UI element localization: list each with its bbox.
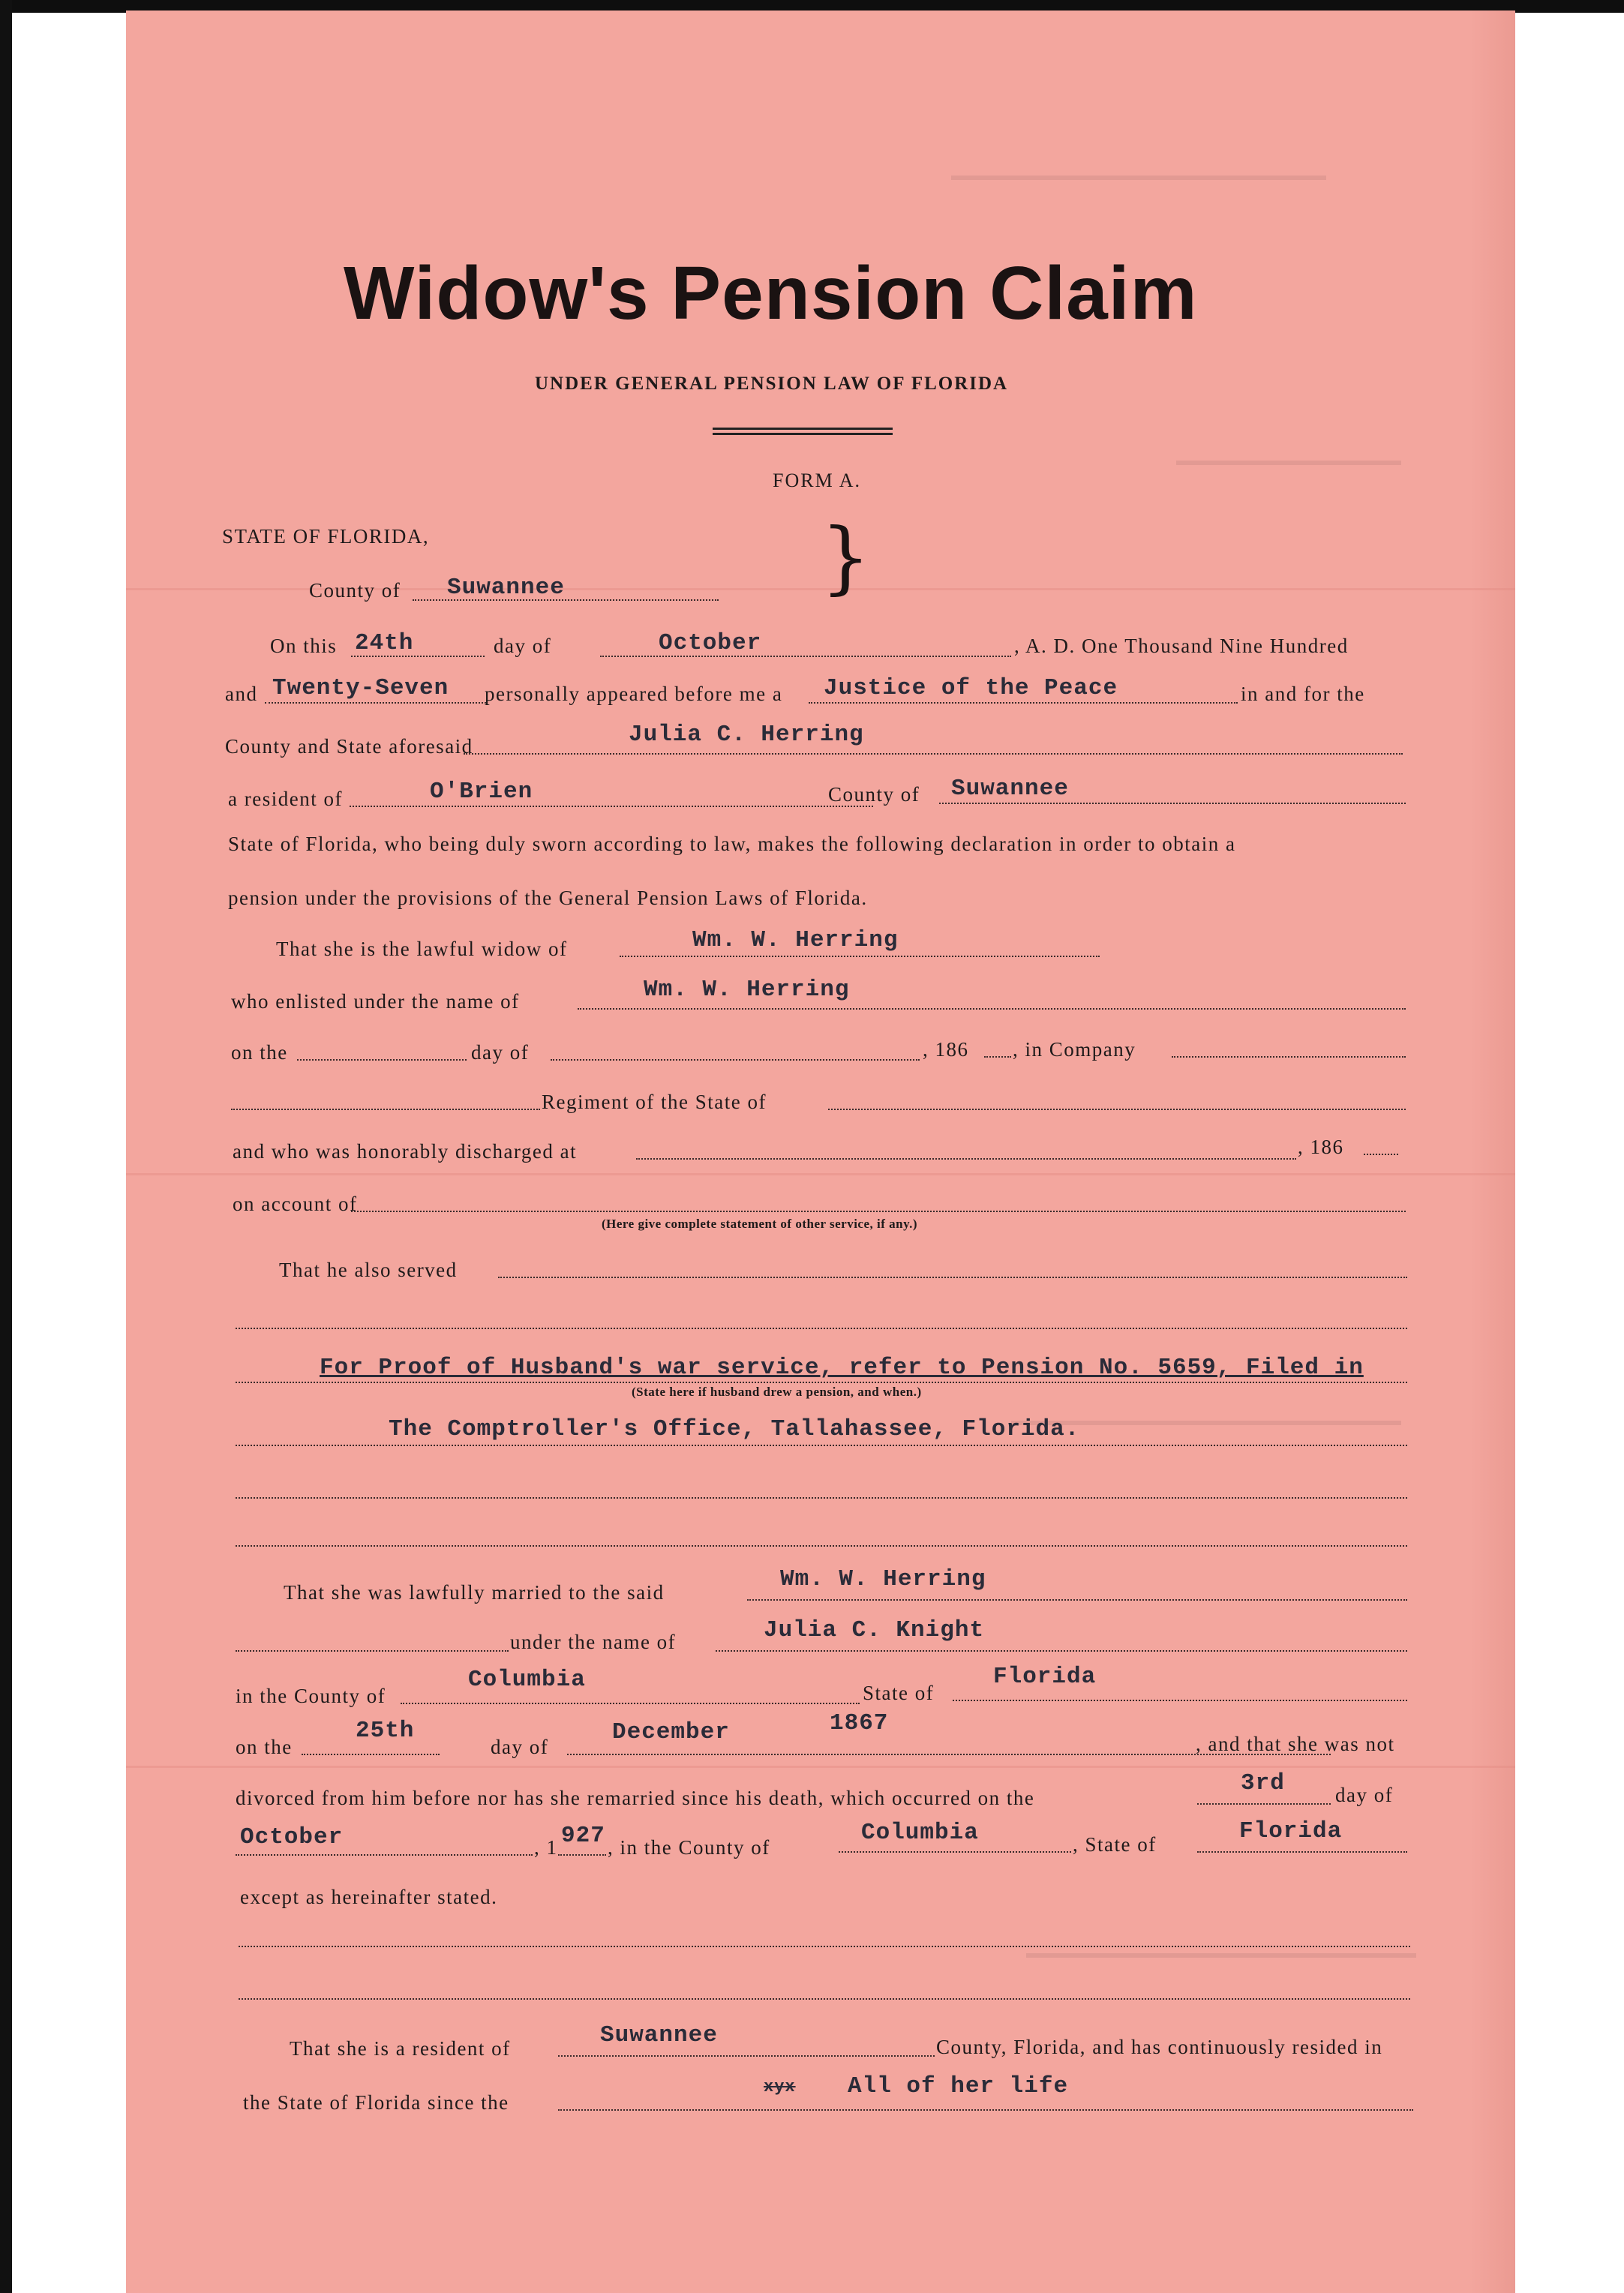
text: State of Florida, who being duly sworn according to law, makes the following declaration in order to obtain a <box>228 833 1236 855</box>
fill-line <box>1172 1056 1406 1058</box>
text: in the County of <box>236 1685 386 1707</box>
text: , in the County of <box>608 1836 770 1859</box>
text: day of <box>1335 1784 1394 1806</box>
text: , 186 <box>923 1038 969 1061</box>
text: day of <box>471 1041 530 1064</box>
text: , State of <box>1073 1833 1157 1856</box>
death-month-value: October <box>240 1824 344 1850</box>
fill-line <box>464 753 1403 755</box>
town-value: O'Brien <box>430 779 533 805</box>
day-value: 24th <box>355 630 414 656</box>
fill-line <box>231 1109 540 1110</box>
officer-value: Justice of the Peace <box>824 675 1118 701</box>
text: County of <box>828 783 920 806</box>
marriage-month-value: December <box>612 1719 730 1745</box>
marriage-state-value: Florida <box>993 1664 1097 1690</box>
death-year-value: 927 <box>561 1823 605 1849</box>
text: , 186 <box>1298 1136 1344 1158</box>
fill-line <box>236 1328 1407 1329</box>
death-day-value: 3rd <box>1241 1770 1285 1796</box>
fill-line <box>578 1008 1406 1010</box>
fill-line <box>1197 1851 1407 1853</box>
fill-line <box>839 1851 1071 1853</box>
text: day of <box>491 1736 549 1758</box>
text: and who was honorably discharged at <box>233 1140 578 1163</box>
text: State of <box>863 1682 935 1704</box>
text: County and State aforesaid <box>225 735 473 758</box>
fill-line <box>716 1650 1407 1652</box>
form-label: FORM A. <box>773 470 862 491</box>
fill-line <box>239 1998 1410 2000</box>
text: a resident of <box>228 788 343 810</box>
fill-line <box>236 1445 1407 1446</box>
text: the State of Florida since the <box>243 2091 509 2114</box>
text: That she is the lawful widow of <box>276 938 568 960</box>
text: , A. D. One Thousand Nine Hundred <box>1014 635 1349 657</box>
fill-line <box>351 1211 1406 1212</box>
marriage-year-value: 1867 <box>830 1710 889 1736</box>
text: divorced from him before nor has she remarried since his death, which occurred on the <box>236 1787 1035 1809</box>
death-county-value: Columbia <box>861 1820 979 1846</box>
county-value-2: Suwannee <box>951 776 1069 802</box>
fill-line <box>236 1854 533 1856</box>
title-rule <box>713 428 893 435</box>
bleed-through <box>951 176 1326 180</box>
residence-county-value: Suwannee <box>600 2022 718 2048</box>
page-title: Widow's Pension Claim <box>344 251 1198 335</box>
fill-line <box>1364 1154 1398 1155</box>
fill-line <box>236 1382 1407 1383</box>
fill-line <box>558 2055 935 2057</box>
fold-line <box>126 1173 1515 1175</box>
fill-line <box>558 2109 1413 2111</box>
fill-line <box>302 1754 440 1755</box>
fill-line <box>953 1700 1407 1701</box>
fill-line <box>809 702 1238 704</box>
text: pension under the provisions of the General Pension Laws of Florida. <box>228 887 868 909</box>
maiden-name-value: Julia C. Knight <box>764 1617 985 1643</box>
county-value: Suwannee <box>447 575 565 601</box>
instruction-note: (State here if husband drew a pension, and when.) <box>632 1385 922 1399</box>
month-value: October <box>659 630 762 656</box>
text: That she is a resident of <box>290 2037 511 2060</box>
enlisted-value: Wm. W. Herring <box>644 977 850 1003</box>
fill-line <box>1197 1803 1331 1805</box>
fill-line <box>297 1059 467 1061</box>
fill-line <box>984 1056 1011 1058</box>
fill-line <box>236 1650 509 1652</box>
fill-line <box>236 1545 1407 1547</box>
text: , and that she was not <box>1196 1733 1395 1755</box>
fill-line <box>551 1059 920 1061</box>
text: except as hereinafter stated. <box>240 1886 498 1908</box>
claimant-value: Julia C. Herring <box>629 722 864 748</box>
proof-value: For Proof of Husband's war service, refer to Pension No. 5659, Filed in <box>320 1355 1364 1381</box>
residence-since-value: All of her life <box>848 2073 1069 2099</box>
instruction-note: (Here give complete statement of other service, if any.) <box>602 1217 918 1231</box>
text: Regiment of the State of <box>542 1091 767 1113</box>
state-brace: } <box>821 512 871 603</box>
fill-line <box>401 1703 860 1704</box>
text: on the <box>236 1736 293 1758</box>
fill-line <box>236 1497 1407 1499</box>
scan-left-border <box>0 0 12 2293</box>
year-value: Twenty-Seven <box>272 675 449 701</box>
text: That she was lawfully married to the said <box>284 1581 665 1604</box>
bleed-through <box>1176 461 1401 465</box>
text: On this <box>270 635 338 657</box>
fill-line <box>747 1599 1407 1601</box>
text: County, Florida, and has continuously resided in <box>936 2036 1383 2058</box>
text: , 1 <box>534 1836 558 1859</box>
fill-line <box>558 1854 606 1856</box>
fill-line <box>828 1109 1406 1110</box>
text: in and for the <box>1241 683 1365 705</box>
married-husband-value: Wm. W. Herring <box>780 1566 986 1592</box>
fill-line <box>239 1946 1410 1947</box>
fill-line <box>620 956 1100 957</box>
husband-value: Wm. W. Herring <box>692 927 899 953</box>
proof-value-2: The Comptroller's Office, Tallahassee, Florida. <box>389 1416 1080 1442</box>
struck-value: xyx <box>764 2078 796 2096</box>
fill-line <box>265 702 486 704</box>
fill-line <box>636 1158 1296 1160</box>
page-subtitle: UNDER GENERAL PENSION LAW OF FLORIDA <box>535 374 1009 394</box>
document-page <box>126 11 1515 2293</box>
text: and <box>225 683 258 705</box>
county-label: County of <box>309 579 401 602</box>
fill-line <box>939 803 1406 804</box>
text: under the name of <box>510 1631 677 1653</box>
text: , in Company <box>1013 1038 1136 1061</box>
text: who enlisted under the name of <box>231 990 520 1013</box>
state-heading: STATE OF FLORIDA, <box>222 525 430 548</box>
text: personally appeared before me a <box>485 683 783 705</box>
marriage-county-value: Columbia <box>468 1667 586 1693</box>
fold-line <box>126 1766 1515 1768</box>
death-state-value: Florida <box>1239 1818 1343 1844</box>
marriage-day-value: 25th <box>356 1718 415 1744</box>
fill-line <box>498 1277 1407 1278</box>
page-edge-shadow <box>1470 11 1515 2293</box>
text: on account of <box>233 1193 358 1215</box>
text: day of <box>494 635 552 657</box>
text: That he also served <box>279 1259 458 1281</box>
text: on the <box>231 1041 288 1064</box>
bleed-through <box>1026 1953 1416 1958</box>
fill-line <box>350 806 873 807</box>
